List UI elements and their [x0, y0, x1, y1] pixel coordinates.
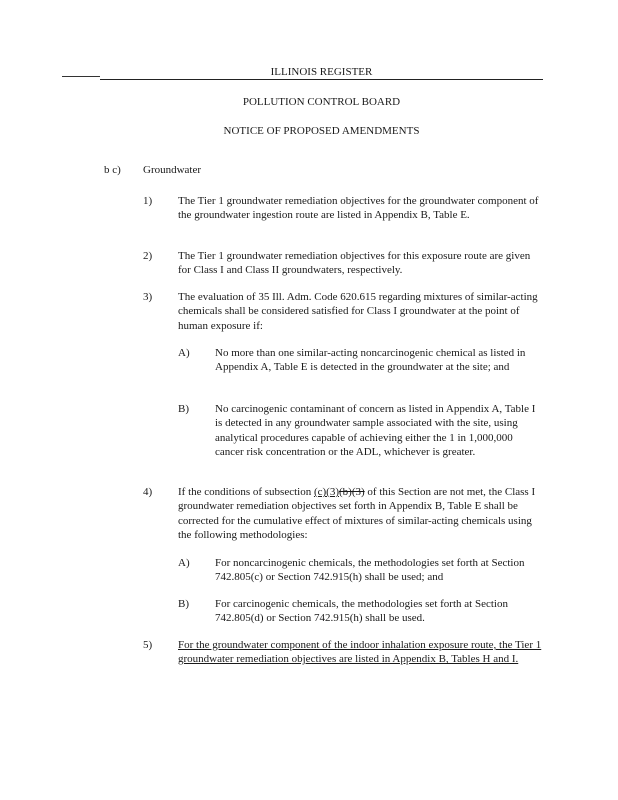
item-text-inserted: For the groundwater component of the indoor inhalation exposure route, the Tier 1 groundwater remediation objectives are listed in Appendix B, Tables H and I. [178, 639, 542, 666]
item-number: 2) [143, 250, 153, 262]
deleted-reference: (b)(3) [339, 486, 365, 498]
section-marker: b c) [104, 164, 121, 176]
register-title: ILLINOIS REGISTER [270, 66, 373, 78]
item-number: 1) [143, 195, 153, 207]
item-text-before: If the conditions of subsection [178, 486, 314, 498]
section-title: Groundwater [143, 164, 202, 176]
item-text: The evaluation of 35 Ill. Adm. Code 620.615 regarding mixtures of similar-acting chemicals shall be considered satisfied for Class I groundwater at the point of human exposure if: [178, 291, 538, 332]
item-text [178, 485, 542, 543]
inserted-reference: (c)(3) [313, 486, 339, 498]
subitem-letter: B) [178, 403, 189, 415]
subitem-letter: B) [178, 598, 189, 610]
subitem-text: For carcinogenic chemicals, the methodologies set forth at Section 742.805(d) or Section 742.915(h) shall be used. [215, 598, 508, 625]
subitem-text: For noncarcinogenic chemicals, the methodologies set forth at Section 742.805(c) or Section 742.915(h) shall be used; and [215, 557, 525, 584]
header-left-mark [62, 76, 100, 77]
notice-title: NOTICE OF PROPOSED AMENDMENTS [223, 125, 420, 137]
item-text: The Tier 1 groundwater remediation objectives for this exposure route are given for Class I and Class II groundwaters, respectively. [178, 250, 531, 277]
item-number: 5) [143, 639, 153, 651]
subitem-letter: A) [178, 557, 190, 569]
subitem-letter: A) [178, 347, 190, 359]
item-number: 3) [143, 291, 153, 303]
item-text-after: of this Section are not met, the Class I groundwater remediation objectives set forth in Appendix B, Table E shall be corrected for the cumulative effect of mixtures of similar-acting chemicals using the following methodologies: [178, 486, 536, 542]
item-number: 4) [143, 486, 153, 498]
item-text: The Tier 1 groundwater remediation objectives for the groundwater component of the groundwater ingestion route are listed in Appendix B, Table E. [178, 195, 539, 222]
board-title: POLLUTION CONTROL BOARD [242, 96, 401, 108]
subitem-text: No carcinogenic contaminant of concern as listed in Appendix A, Table I is detected in any groundwater sample associated with the site, using analytical procedures capable of achieving either the 1 in 1,000,000 cancer risk concentration or the ADL, whichever is greater. [215, 403, 536, 459]
subitem-text: No more than one similar-acting noncarcinogenic chemical as listed in Appendix A, Table E is detected in the groundwater at the site; and [215, 347, 526, 374]
header-rule [100, 79, 543, 80]
